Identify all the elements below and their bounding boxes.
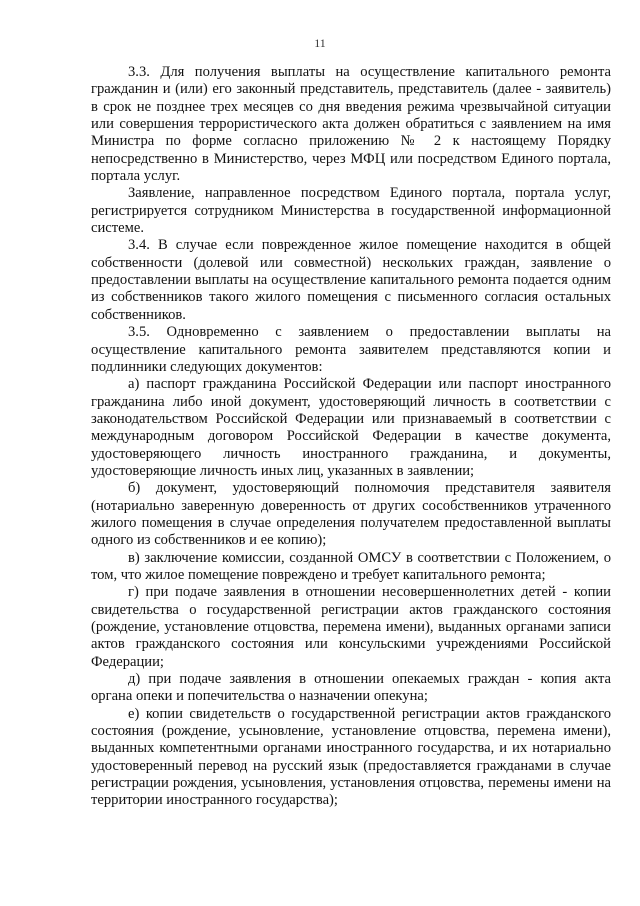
list-item-g: г) при подаче заявления в отношении несовершеннолетних детей - копии свидетельства о государственной регистрации актов гражданского состояния (рождение, установление отцовства, перемена имени), выданных органами записи актов гражданского состояния или консульскими учреждениями Российской Федерации; bbox=[91, 584, 611, 670]
list-item-e: е) копии свидетельств о государственной регистрации актов гражданского состояния (рождение, усыновление, установление отцовства, перемена имени), выданных компетентными органами иностранного государства, и их нотариально удостоверенный перевод на русский язык (предоставляется гражданами в случае регистрации рождения, усыновления, установления отцовства, перемены имени на территории иностранного государства); bbox=[91, 705, 611, 809]
list-item-d: д) при подаче заявления в отношении опекаемых граждан - копия акта органа опеки и попечительства о назначении опекуна; bbox=[91, 671, 611, 705]
page-number: 11 bbox=[314, 36, 326, 50]
paragraph-3-3: 3.3. Для получения выплаты на осуществление капитального ремонта гражданин и (или) его законный представитель, представитель (далее - заявитель) в срок не позднее трех месяцев со дня введения режима чрезвычайной ситуации или совершения террористического акта должен обратиться с заявлением на имя Министра по форме согласно приложению № 2 к настоящему Порядку непосредственно в Министерство, через МФЦ или посредством Единого портала, портала услуг. bbox=[91, 64, 611, 185]
paragraph-registration: Заявление, направленное посредством Единого портала, портала услуг, регистрируется сотрудником Министерства в государственной информационной системе. bbox=[91, 185, 611, 237]
paragraph-3-4: 3.4. В случае если поврежденное жилое помещение находится в общей собственности (долевой или совместной) нескольких граждан, заявление о предоставлении выплаты на осуществление капитального ремонта подается одним из собственников такого жилого помещения с письменного согласия остальных собственников. bbox=[91, 237, 611, 323]
paragraph-3-5: 3.5. Одновременно с заявлением о предоставлении выплаты на осуществление капитального ремонта заявителем представляются копии и подлинники следующих документов: bbox=[91, 324, 611, 375]
list-item-v: в) заключение комиссии, созданной ОМСУ в соответствии с Положением, о том, что жилое помещение повреждено и требует капитального ремонта; bbox=[91, 549, 611, 583]
list-item-b: б) документ, удостоверяющий полномочия представителя заявителя (нотариально заверенную доверенность от других сособственников утраченного жилого помещения в случае определения получателем предоставленной выплаты одного из собственников и ее копию); bbox=[91, 480, 611, 549]
document-body bbox=[91, 64, 611, 810]
list-item-a: а) паспорт гражданина Российской Федерации или паспорт иностранного гражданина либо иной документ, удостоверяющий личность в соответствии с законодательством Российской Федерации или признаваемый в соответствии с международным договором Российской Федерации в качестве документа, удостоверяющего личность иностранного гражданина, и документы, удостоверяющие личность иных лиц, указанных в заявлении; bbox=[91, 376, 611, 479]
